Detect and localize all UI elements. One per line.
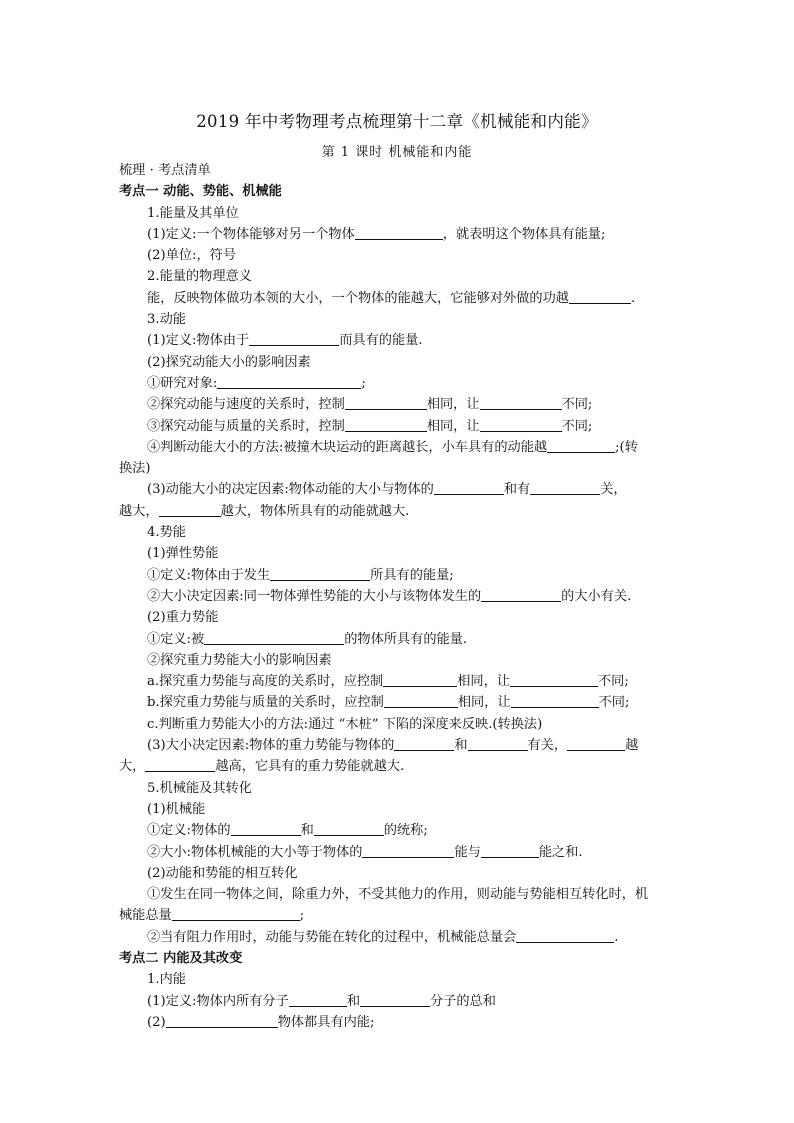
answer-blank[interactable] <box>481 843 539 858</box>
text-line: (2)探究动能大小的影响因素 <box>147 354 311 370</box>
answer-blank[interactable] <box>249 331 339 346</box>
topic-heading-2: 考点二 内能及其改变 <box>119 950 243 966</box>
fill-line: ①研究对象: ; <box>147 375 366 391</box>
fill-line: 大， 越高，它具有的重力势能就越大. <box>119 759 405 775</box>
answer-blank[interactable] <box>480 417 562 432</box>
fill-line: b.探究重力势能与质量的关系时，应控制 相同，让 不同; <box>147 695 630 711</box>
text-line: (2)单位:，符号 <box>147 248 237 264</box>
text-line: 换法) <box>119 461 151 477</box>
fill-line: 械能总量 ; <box>119 908 305 924</box>
fill-line: (1)定义:物体由于 而具有的能量. <box>147 333 423 349</box>
answer-blank[interactable] <box>547 438 615 453</box>
fill-line: (3)动能大小的决定因素:物体动能的大小与物体的 和有 关， <box>147 482 627 498</box>
fill-line: (1)定义:一个物体能够对另一个物体 ，就表明这个物体具有能量; <box>147 226 606 242</box>
answer-blank[interactable] <box>145 757 215 772</box>
fill-line: 能，反映物体做功本领的大小，一个物体的能越大，它能够对外做的功越 . <box>147 290 636 306</box>
answer-blank[interactable] <box>314 821 384 836</box>
fill-line: ③探究动能与质量的关系时，控制 相同，让 不同; <box>147 418 593 434</box>
text-line: (2)动能和势能的相互转化 <box>147 865 298 881</box>
text-line: 5.机械能及其转化 <box>147 780 252 796</box>
answer-blank[interactable] <box>569 289 631 304</box>
answer-blank[interactable] <box>468 736 528 751</box>
answer-blank[interactable] <box>511 693 599 708</box>
answer-blank[interactable] <box>166 1013 278 1028</box>
answer-blank[interactable] <box>159 502 221 517</box>
fill-line: ②当有阻力作用时，动能与势能在转化的过程中，机械能总量会 . <box>147 929 619 945</box>
answer-blank[interactable] <box>345 417 427 432</box>
answer-blank[interactable] <box>480 395 562 410</box>
answer-blank[interactable] <box>355 225 443 240</box>
text-line: ①发生在同一物体之间，除重力外，不受其他力的作用，则动能与势能相互转化时，机 <box>147 887 649 903</box>
answer-blank[interactable] <box>530 480 600 495</box>
fill-line: ①定义:物体由于发生 所具有的能量; <box>147 567 454 583</box>
answer-blank[interactable] <box>510 672 598 687</box>
answer-blank[interactable] <box>384 693 458 708</box>
answer-blank[interactable] <box>394 736 454 751</box>
answer-blank[interactable] <box>434 480 504 495</box>
answer-blank[interactable] <box>172 906 300 921</box>
answer-blank[interactable] <box>217 374 361 389</box>
answer-blank[interactable] <box>481 587 561 602</box>
text-line: 4.势能 <box>147 525 186 541</box>
text-line: (1)弹性势能 <box>147 546 219 562</box>
fill-line: (1)定义:物体内所有分子 和 分子的总和 <box>147 993 496 1009</box>
text-line: 1.内能 <box>147 972 186 988</box>
fill-line: ②探究动能与速度的关系时，控制 相同，让 不同; <box>147 397 593 413</box>
answer-blank[interactable] <box>567 736 625 751</box>
fill-line: 越大， 越大，物体所具有的动能就越大. <box>119 503 410 519</box>
answer-blank[interactable] <box>231 821 301 836</box>
answer-blank[interactable] <box>362 843 454 858</box>
text-line: (1)机械能 <box>147 801 206 817</box>
answer-blank[interactable] <box>360 992 430 1007</box>
text-line: 2.能量的物理意义 <box>147 269 252 285</box>
fill-line: a.探究重力势能与高度的关系时，应控制 相同，让 不同; <box>147 674 629 690</box>
answer-blank[interactable] <box>270 566 370 581</box>
answer-blank[interactable] <box>289 992 347 1007</box>
section-header: 梳理 · 考点清单 <box>119 163 211 178</box>
text-line: 3.动能 <box>147 312 186 328</box>
fill-line: ①定义:物体的 和 的统称; <box>147 823 428 839</box>
fill-line: (3)大小决定因素:物体的重力势能与物体的 和 有关， 越 <box>147 738 639 754</box>
page-title: 2019 年中考物理考点梳理第十二章《机械能和内能》 <box>196 112 598 131</box>
fill-line: ①定义:被 的物体所具有的能量. <box>147 631 468 647</box>
answer-blank[interactable] <box>204 630 344 645</box>
text-line: c.判断重力势能大小的方法:通过 “木桩” 下陷的深度来反映.(转换法) <box>147 716 543 732</box>
text-line: 1.能量及其单位 <box>147 205 239 221</box>
text-line: (2)重力势能 <box>147 610 219 626</box>
topic-heading-1: 考点一 动能、势能、机械能 <box>119 184 282 200</box>
answer-blank[interactable] <box>516 928 614 943</box>
fill-line: ②大小决定因素:同一物体弹性势能的大小与该物体发生的 的大小有关. <box>147 588 632 604</box>
fill-line: ④判断动能大小的方法:被撞木块运动的距离越长，小车具有的动能越 ;(转 <box>147 439 638 455</box>
fill-line: ②大小:物体机械能的大小等于物体的 能与 能之和. <box>147 844 583 860</box>
answer-blank[interactable] <box>345 395 427 410</box>
document-body <box>119 160 676 1033</box>
page-subtitle: 第 1 课时 机械能和内能 <box>321 145 473 160</box>
answer-blank[interactable] <box>383 672 457 687</box>
text-line: ②探究重力势能大小的影响因素 <box>147 652 332 668</box>
fill-line: (2) 物体都具有内能; <box>147 1014 375 1030</box>
